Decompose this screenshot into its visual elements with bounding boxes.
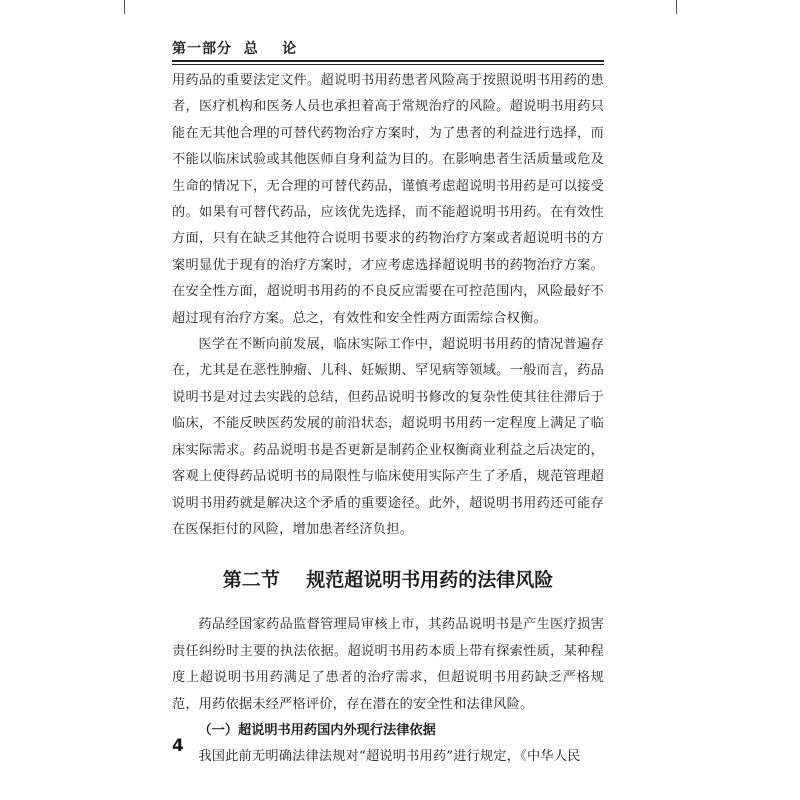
subheading: （一）超说明书用药国内外现行法律依据: [198, 722, 436, 738]
page-number: 4: [172, 736, 184, 756]
header-rule-thin: [172, 64, 604, 65]
paragraph: 医学在不断向前发展，临床实际工作中，超说明书用药的情况普遍存在，尤其是在恶性肿瘤、儿科、妊娠期、罕见病等领域。一般而言，药品说明书是对过去实践的总结，但药品说明书修改的复杂性使其往往滞后于临床，不能反映医药发展的前沿状态，超说明书用药一定程度上满足了临床实际需求。药品说明书是否更新是制药企业权衡商业利益之后决定的，客观上使得药品说明书的局限性与临床使用实际产生了矛盾，规范管理超说明书用药就是解决这个矛盾的重要途径。此外，超说明书用药还可能存在医保拒付的风险，增加患者经济负担。: [172, 337, 604, 537]
crop-mark: [676, 0, 677, 14]
paragraph: 我国此前无明确法律法规对“超说明书用药”进行规定，《中华人民: [198, 749, 581, 765]
page-body: [172, 68, 604, 771]
crop-mark: [124, 0, 125, 14]
paragraph: 药品经国家药品监督管理局审核上市，其药品说明书是产生医疗损害责任纠纷时主要的执法依据。超说明书用药本质上带有探索性质，某种程度上超说明书用药满足了患者的治疗需求，但超说明书用药缺乏严格规范，用药依据未经严格评价，存在潜在的安全性和法律风险。: [172, 617, 604, 712]
header-rule: [172, 60, 604, 62]
paragraph: 用药品的重要法定文件。超说明书用药患者风险高于按照说明书用药的患者，医疗机构和医务人员也承担着高于常规治疗的风险。超说明书用药只能在无其他合理的可替代药物治疗方案时，为了患者的利益进行选择，而不能以临床试验或其他医师自身利益为目的。在影响患者生活质量或危及生命的情况下，无合理的可替代药品，谨慎考虑超说明书用药是可以接受的。如果有可替代药品，应该优先选择，而不能超说明书用药。在有效性方面，只有在缺乏其他符合说明书要求的药物治疗方案或者超说明书的方案明显优于现有的治疗方案时，才应考虑选择超说明书的药物治疗方案。在安全性方面，超说明书用药的不良反应需要在可控范围内，风险最好不超过现有治疗方案。总之，有效性和安全性两方面需综合权衡。: [172, 73, 604, 326]
running-head: 第一部分 总 论: [172, 41, 298, 57]
book-page: [172, 0, 604, 800]
section-title: 第二节 规范超说明书用药的法律风险: [222, 569, 554, 592]
